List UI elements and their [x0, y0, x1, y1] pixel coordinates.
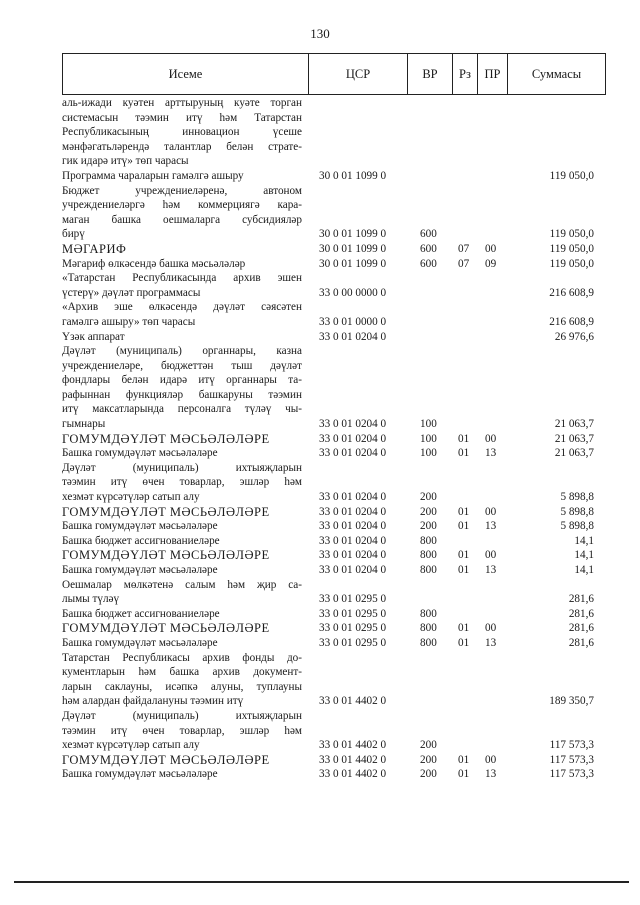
table-row — [62, 184, 606, 242]
row-csr: 33 0 01 4402 0 — [319, 753, 387, 766]
row-csr: 33 0 01 0204 0 — [319, 549, 387, 562]
page-number: 130 — [310, 26, 330, 41]
row-csr: 33 0 01 0204 0 — [319, 491, 387, 504]
row-name-line: тәэмин итү өчен товарлар, эшләр һәм — [62, 476, 302, 489]
row-name — [62, 519, 302, 534]
row-sum: 21 063,7 — [554, 418, 594, 431]
table-row — [62, 257, 606, 272]
row-name-line: Бюджет учреждениеләренә, автоном — [62, 184, 302, 197]
row-vr: 600 — [420, 228, 437, 241]
row-sum: 281,6 — [568, 636, 594, 649]
row-name-line: Программа чараларын гамәлгә ашыру — [62, 169, 244, 182]
row-csr: 30 0 01 1099 0 — [319, 257, 387, 270]
row-pr: 00 — [485, 753, 497, 766]
row-rz: 01 — [458, 432, 470, 445]
row-name — [62, 461, 302, 505]
table-row — [62, 432, 606, 447]
row-sum: 216 608,9 — [549, 286, 594, 299]
row-name-line: учреждениеләре, бюджеттән тыш дәүләт — [62, 359, 302, 372]
row-vr: 200 — [420, 520, 437, 533]
table-row — [62, 519, 606, 534]
row-pr: 00 — [485, 549, 497, 562]
row-csr: 33 0 01 0204 0 — [319, 564, 387, 576]
row-sum: 189 350,7 — [549, 695, 594, 708]
row-name-line: учреждениеләргә һәм коммерциягә кара- — [62, 199, 302, 212]
column-header-name: Исеме — [63, 54, 309, 94]
row-csr: 33 0 01 0295 0 — [319, 636, 387, 649]
row-name-line: итү максатларында персоналга түләү чы- — [62, 403, 302, 416]
row-pr: 00 — [485, 242, 497, 255]
row-csr: 33 0 01 0204 0 — [319, 418, 387, 431]
row-name — [62, 578, 302, 607]
table-row — [62, 169, 606, 184]
row-rz: 01 — [458, 520, 470, 533]
row-csr: 33 0 01 0295 0 — [319, 593, 387, 606]
row-name — [62, 96, 302, 169]
row-name-line: Башка гомумдәүләт мәсьәләләре — [62, 520, 218, 533]
row-name-line: Татарстан Республикасы архив фонды до- — [62, 651, 302, 664]
row-name-line: Башка гомумдәүләт мәсьәләләре — [62, 564, 218, 576]
row-csr: 30 0 01 1099 0 — [319, 242, 387, 255]
table-row — [62, 446, 606, 461]
row-csr: 30 0 01 1099 0 — [319, 228, 387, 241]
row-name — [62, 169, 302, 184]
row-name-line: Дәүләт (муниципаль) органнары, казна — [62, 345, 302, 358]
row-pr: 13 — [485, 636, 497, 649]
row-csr: 30 0 01 1099 0 — [319, 169, 387, 182]
table-row — [62, 548, 606, 563]
row-name-line: гамәлгә ашыру» төп чарасы — [62, 315, 196, 328]
row-name-line: аль-ижади куәтен арттыруның куәте торган — [62, 97, 302, 109]
row-csr: 33 0 01 0295 0 — [319, 607, 387, 620]
row-name-line: «Архив эше өлкәсендә дәүләт сәясәтен — [62, 301, 302, 314]
row-sum: 14,1 — [574, 534, 594, 547]
row-name-line: Башка гомумдәүләт мәсьәләләре — [62, 768, 218, 781]
row-csr: 33 0 01 0204 0 — [319, 330, 387, 343]
row-name — [62, 432, 302, 447]
row-sum: 119 050,0 — [549, 228, 594, 241]
table-row — [62, 578, 606, 607]
table-row — [62, 300, 606, 329]
row-csr: 33 0 01 4402 0 — [319, 695, 387, 708]
row-vr: 200 — [420, 768, 437, 781]
table-row — [62, 96, 606, 169]
row-csr: 33 0 00 0000 0 — [319, 286, 387, 299]
row-sum: 21 063,7 — [554, 432, 594, 445]
row-pr: 13 — [485, 768, 497, 781]
row-name — [62, 446, 302, 461]
table-header — [62, 53, 606, 95]
row-name-line: «Татарстан Республикасында архив эшен — [62, 272, 302, 285]
row-vr: 100 — [420, 432, 437, 445]
column-header-sum: Суммасы — [531, 66, 582, 81]
row-name-line: маган башка оешмаларга субсидияләр — [62, 213, 302, 226]
row-rz: 01 — [458, 622, 470, 635]
row-rz: 01 — [458, 564, 470, 576]
row-vr: 800 — [420, 534, 437, 547]
table-row — [62, 242, 606, 257]
row-vr: 200 — [420, 753, 437, 766]
row-name-line: Башка бюджет ассигнованиеләре — [62, 534, 220, 547]
row-sum: 26 976,6 — [554, 330, 594, 343]
row-name — [62, 330, 302, 345]
row-vr: 800 — [420, 622, 437, 635]
row-name-line: Башка гомумдәүләт мәсьәләләре — [62, 636, 218, 649]
row-name — [62, 607, 302, 622]
row-name-line: МӘГАРИФ — [62, 241, 127, 256]
row-name-line: фондлары белән идарә итү органнары та- — [62, 374, 302, 387]
row-vr: 800 — [420, 564, 437, 576]
row-rz: 07 — [458, 257, 470, 270]
row-name-line: лымы түләү — [62, 593, 120, 606]
row-name-line: системасын тәэмин итү һәм Татарстан — [62, 111, 302, 124]
row-csr: 33 0 01 4402 0 — [319, 768, 387, 781]
row-name-line: Мәгариф өлкәсендә башка мәсьәләләр — [62, 257, 246, 270]
row-name — [62, 753, 302, 768]
row-sum: 117 573,3 — [549, 768, 594, 781]
table-row — [62, 709, 606, 753]
table-body — [62, 96, 606, 782]
row-sum: 5 898,8 — [560, 520, 594, 533]
row-name-line: Республикасының инновацион үсеше — [62, 126, 302, 139]
row-name-line: хезмәт күрсәтүләр сатып алу — [62, 739, 200, 752]
row-csr: 33 0 01 4402 0 — [319, 739, 387, 752]
row-vr: 800 — [420, 607, 437, 620]
row-sum: 21 063,7 — [554, 447, 594, 460]
row-vr: 800 — [420, 549, 437, 562]
table-row — [62, 607, 606, 622]
table-row — [62, 563, 606, 578]
row-name-line: гик идарә итү» төп чарасы — [62, 155, 189, 168]
row-rz: 01 — [458, 768, 470, 781]
table-row — [62, 621, 606, 636]
row-vr: 600 — [420, 257, 437, 270]
column-header-rz: Рз — [453, 54, 478, 94]
row-sum: 14,1 — [574, 564, 594, 576]
row-name-line: Үзәк аппарат — [62, 330, 125, 343]
row-name — [62, 242, 302, 257]
row-name — [62, 621, 302, 636]
row-csr: 33 0 01 0295 0 — [319, 622, 387, 635]
row-name-line: ГОМУМДӘҮЛӘТ МӘСЬӘЛӘЛӘРЕ — [62, 548, 270, 563]
row-vr: 200 — [420, 739, 437, 752]
row-sum: 281,6 — [568, 607, 594, 620]
table-row — [62, 651, 606, 709]
row-sum: 281,6 — [568, 593, 594, 606]
row-rz: 01 — [458, 549, 470, 562]
row-csr: 33 0 01 0204 0 — [319, 432, 387, 445]
row-vr: 200 — [420, 491, 437, 504]
row-pr: 00 — [485, 505, 497, 518]
column-header-vr: ВР — [408, 54, 453, 94]
row-vr: 200 — [420, 505, 437, 518]
column-header-pr: ПР — [478, 54, 508, 94]
row-pr: 13 — [485, 520, 497, 533]
row-name-line: Дәүләт (муниципаль) ихтыяҗларын — [62, 709, 302, 722]
row-name — [62, 563, 302, 578]
row-name-line: ГОМУМДӘҮЛӘТ МӘСЬӘЛӘЛӘРЕ — [62, 752, 270, 767]
row-name-line: бирү — [62, 228, 85, 241]
row-csr: 33 0 01 0204 0 — [319, 534, 387, 547]
row-name-line: Дәүләт (муниципаль) ихтыяҗларын — [62, 461, 302, 474]
row-name — [62, 709, 302, 753]
row-name-line: гымнары — [62, 418, 106, 431]
row-name-line: мәнфәгатьләрендә талантлар белән страте- — [62, 140, 302, 153]
row-pr: 00 — [485, 622, 497, 635]
row-name-line: хезмәт күрсәтүләр сатып алу — [62, 491, 200, 504]
table-row — [62, 753, 606, 768]
table-row — [62, 271, 606, 300]
row-sum: 281,6 — [568, 622, 594, 635]
row-name — [62, 534, 302, 549]
row-sum: 119 050,0 — [549, 257, 594, 270]
row-vr: 100 — [420, 418, 437, 431]
table-row — [62, 636, 606, 651]
row-vr: 100 — [420, 447, 437, 460]
row-pr: 00 — [485, 432, 497, 445]
row-vr: 600 — [420, 242, 437, 255]
row-sum: 5 898,8 — [560, 491, 594, 504]
row-name-line: үстерү» дәүләт программасы — [62, 286, 201, 299]
row-sum: 216 608,9 — [549, 315, 594, 328]
row-sum: 5 898,8 — [560, 505, 594, 518]
row-name — [62, 636, 302, 651]
row-name-line: ГОМУМДӘҮЛӘТ МӘСЬӘЛӘЛӘРЕ — [62, 431, 270, 446]
table-row — [62, 534, 606, 549]
table-row — [62, 767, 606, 782]
row-name — [62, 767, 302, 782]
row-rz: 01 — [458, 505, 470, 518]
row-name-line: һәм алардан файдалануны тәэмин итү — [62, 695, 244, 708]
row-name-line: тәэмин итү өчен товарлар, эшләр һәм — [62, 724, 302, 737]
row-name-line: кументларын һәм башка архив документ- — [62, 666, 302, 679]
row-pr: 13 — [485, 447, 497, 460]
row-sum: 119 050,0 — [549, 242, 594, 255]
row-pr: 13 — [485, 564, 497, 576]
row-sum: 119 050,0 — [549, 169, 594, 182]
row-name-line: рафыннан функцияләр башкаруны тәэмин — [62, 388, 302, 401]
row-rz: 01 — [458, 753, 470, 766]
row-sum: 14,1 — [574, 549, 594, 562]
column-header-csr: ЦСР — [309, 54, 408, 94]
row-csr: 33 0 01 0204 0 — [319, 520, 387, 533]
table-row — [62, 505, 606, 520]
row-name-line: Башка бюджет ассигнованиеләре — [62, 607, 220, 620]
row-name — [62, 548, 302, 563]
row-name-line: ларын саклауны, исәпкә алуны, туплауны — [62, 680, 302, 693]
table-row — [62, 344, 606, 432]
row-sum: 117 573,3 — [549, 739, 594, 752]
row-name — [62, 300, 302, 329]
row-sum: 117 573,3 — [549, 753, 594, 766]
row-name-line: Оешмалар мөлкәтенә салым һәм җир са- — [62, 578, 302, 591]
row-rz: 01 — [458, 636, 470, 649]
row-csr: 33 0 01 0000 0 — [319, 315, 387, 328]
row-rz: 07 — [458, 242, 470, 255]
table-row — [62, 330, 606, 345]
row-name — [62, 344, 302, 432]
table-row — [62, 461, 606, 505]
row-name — [62, 257, 302, 272]
row-name-line: ГОМУМДӘҮЛӘТ МӘСЬӘЛӘЛӘРЕ — [62, 621, 270, 636]
row-name — [62, 651, 302, 709]
row-name-line: ГОМУМДӘҮЛӘТ МӘСЬӘЛӘЛӘРЕ — [62, 504, 270, 519]
row-csr: 33 0 01 0204 0 — [319, 505, 387, 518]
row-name — [62, 271, 302, 300]
row-csr: 33 0 01 0204 0 — [319, 447, 387, 460]
row-pr: 09 — [485, 257, 497, 270]
row-name — [62, 184, 302, 242]
page-bottom-rule — [14, 881, 629, 883]
row-rz: 01 — [458, 447, 470, 460]
row-name-line: Башка гомумдәүләт мәсьәләләре — [62, 447, 218, 460]
row-vr: 800 — [420, 636, 437, 649]
row-name — [62, 505, 302, 520]
